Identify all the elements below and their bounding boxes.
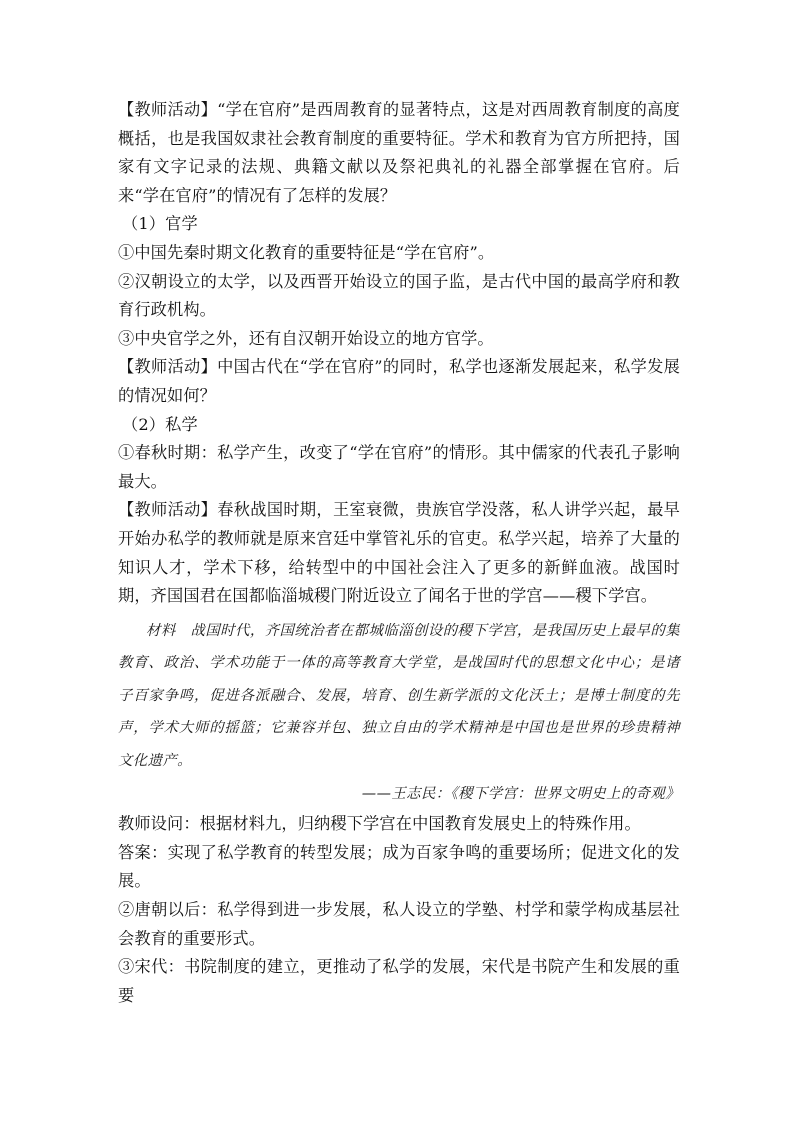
section-heading-official-school: （1）官学 (122, 214, 198, 234)
answer-paragraph: 答案：实现了私学教育的转型发展；成为百家争鸣的重要场所；促进文化的发展。 (118, 842, 680, 891)
document-body (118, 96, 680, 1010)
material-quote (118, 615, 680, 811)
list-item: ②唐朝以后：私学得到进一步发展，私人设立的学塾、村学和蒙学构成基层社会教育的重要形式。 (118, 900, 680, 948)
list-item: ③宋代：书院制度的建立，更推动了私学的发展，宋代是书院产生和发展的重要 (118, 957, 680, 1005)
teacher-activity-paragraph: 【教师活动】春秋战国时期，王室衰微，贵族官学没落，私人讲学兴起，最早开始办私学的教师就是原来宫廷中掌管礼乐的官吏。私学兴起，培养了大量的知识人才，学术下移，给转型中的中国社会注入了更多的新鲜血液。战国时期，齐国国君在国都临淄城稷门附近设立了闻名于世的学宫——稷下学宫。 (118, 500, 680, 606)
teacher-activity-paragraph: 【教师活动】中国古代在“学在官府”的同时，私学也逐渐发展起来，私学发展的情况如何？ (118, 357, 680, 405)
teacher-question: 教师设问：根据材料九，归纳稷下学宫在中国教育发展史上的特殊作用。 (118, 814, 641, 834)
section-heading-private-school: （2）私学 (122, 414, 198, 434)
list-item: ③中央官学之外，还有自汉朝开始设立的地方官学。 (118, 328, 494, 348)
quote-source: ——王志民：《稷下学宫：世界文明史上的奇观》 (361, 785, 680, 802)
list-item: ②汉朝设立的太学，以及西晋开始设立的国子监，是古代中国的最高学府和教育行政机构。 (118, 271, 680, 320)
teacher-activity-paragraph: 【教师活动】“学在官府”是西周教育的显著特点，这是对西周教育制度的高度概括，也是我国奴隶社会教育制度的重要特征。学术和教育为官方所把持，国家有文字记录的法规、典籍文献以及祭祀典礼的礼器全部掌握在官府。后来“学在官府”的情况有了怎样的发展？ (118, 100, 680, 205)
list-item: ①春秋时期：私学产生，改变了“学在官府”的情形。其中儒家的代表孔子影响最大。 (118, 443, 680, 491)
list-item: ①中国先秦时期文化教育的重要特征是“学在官府”。 (118, 242, 495, 262)
quote-text: 材料 战国时代，齐国统治者在都城临淄创设的稷下学宫，是我国历史上最早的集教育、政治、学术功能于一体的高等教育大学堂，是战国时代的思想文化中心；是诸子百家争鸣，促进各派融合、发展，培育、创生新学派的文化沃土；是博士制度的先声，学术大师的摇篮；它兼容并包、独立自由的学术精神是中国也是世界的珍贵精神文化遗产。 (118, 622, 680, 770)
